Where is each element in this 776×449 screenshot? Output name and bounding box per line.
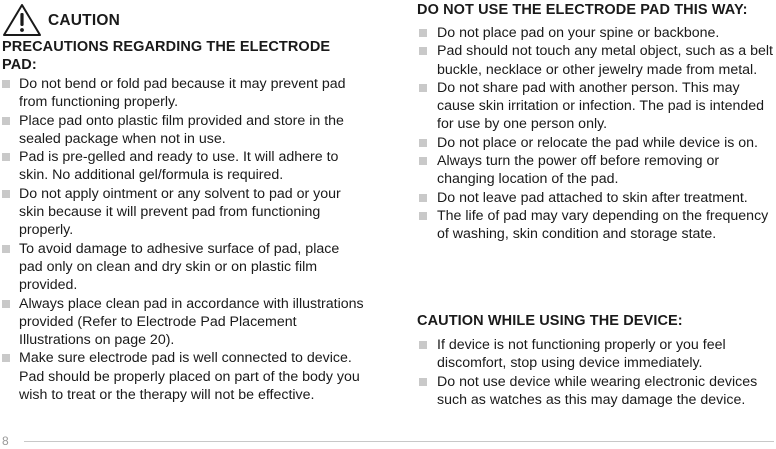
bullet-square-icon	[419, 194, 427, 202]
list-item	[2, 112, 364, 149]
list-item	[417, 42, 775, 79]
page-number: 8	[2, 434, 9, 448]
bullet-square-icon	[2, 245, 10, 253]
list-item-text: Place pad onto plastic film provided and store in the sealed package when not in use.	[19, 112, 344, 147]
list-item	[417, 189, 775, 207]
precautions-title: PRECAUTIONS REGARDING THE ELECTRODE PAD:	[2, 39, 331, 73]
list-item	[2, 75, 364, 112]
warning-triangle-icon	[2, 3, 42, 37]
list-item-text: If device is not functioning properly or you feel discomfort, stop using device immediately.	[437, 337, 726, 372]
device-caution-section	[417, 312, 775, 409]
list-item-text: Do not place pad on your spine or backbone.	[437, 25, 720, 41]
bullet-square-icon	[419, 29, 427, 37]
bullet-square-icon	[419, 84, 427, 92]
list-item-text: Do not place or relocate the pad while device is on.	[437, 134, 758, 151]
bullet-square-icon	[2, 80, 10, 88]
list-item-text: Do not share pad with another person. This may cause skin irritation or infection. The pad is intended for use by one person only.	[437, 79, 765, 133]
list-item	[417, 24, 775, 42]
right-column	[417, 1, 775, 244]
bullet-square-icon	[2, 190, 10, 198]
bullet-square-icon	[2, 117, 10, 125]
list-item	[417, 207, 775, 244]
footer-divider	[24, 441, 774, 442]
bullet-square-icon	[419, 139, 427, 147]
bullet-square-icon	[2, 300, 10, 308]
list-item	[2, 295, 364, 350]
list-item-text: Do not use device while wearing electronic devices such as watches as this may damage the device.	[437, 373, 758, 408]
list-item	[417, 336, 775, 373]
bullet-square-icon	[2, 354, 10, 362]
do-not-use-list	[417, 24, 775, 244]
list-item-text: The life of pad may vary depending on the frequency of washing, skin condition and storage state.	[437, 207, 769, 243]
list-item-text: Pad is pre-gelled and ready to use. It will adhere to skin. No additional gel/formula is required.	[19, 149, 339, 184]
do-not-use-title: DO NOT USE THE ELECTRODE PAD THIS WAY:	[417, 2, 748, 18]
list-item	[417, 152, 775, 189]
precautions-list	[2, 75, 364, 404]
list-item	[417, 134, 775, 152]
list-item	[417, 79, 775, 134]
list-item	[417, 373, 775, 410]
caution-header	[2, 4, 120, 36]
list-item	[2, 349, 364, 404]
list-item-text: Make sure electrode pad is well connected to device. Pad should be properly placed on part of the body you wish to treat or the therapy will not be effective.	[19, 350, 360, 404]
list-item	[2, 148, 364, 185]
device-caution-title: CAUTION WHILE USING THE DEVICE:	[417, 313, 683, 329]
bullet-square-icon	[2, 153, 10, 161]
list-item-text: Always turn the power off before removing or changing location of the pad.	[437, 153, 720, 188]
bullet-square-icon	[419, 157, 427, 165]
bullet-square-icon	[419, 341, 427, 349]
bullet-square-icon	[419, 378, 427, 386]
bullet-square-icon	[419, 212, 427, 220]
list-item	[2, 185, 364, 240]
list-item-text: Pad should not touch any metal object, such as a belt buckle, necklace or other jewelry made from metal.	[437, 43, 773, 78]
list-item-text: Do not leave pad attached to skin after treatment.	[437, 189, 748, 206]
list-item-text: Do not bend or fold pad because it may prevent pad from functioning properly.	[19, 76, 346, 111]
list-item-text: Always place clean pad in accordance with illustrations provided (Refer to Electrode Pad Placement Illustrations on page 20).	[19, 295, 364, 349]
bullet-square-icon	[419, 47, 427, 55]
list-item-text: Do not apply ointment or any solvent to pad or your skin because it will prevent pad from functioning properly.	[19, 185, 341, 239]
left-column	[2, 38, 364, 404]
list-item	[2, 240, 364, 295]
caution-label: CAUTION	[48, 12, 121, 29]
device-caution-list	[417, 336, 775, 409]
list-item-text: To avoid damage to adhesive surface of pad, place pad only on clean and dry skin or on plastic film provided.	[19, 240, 340, 294]
